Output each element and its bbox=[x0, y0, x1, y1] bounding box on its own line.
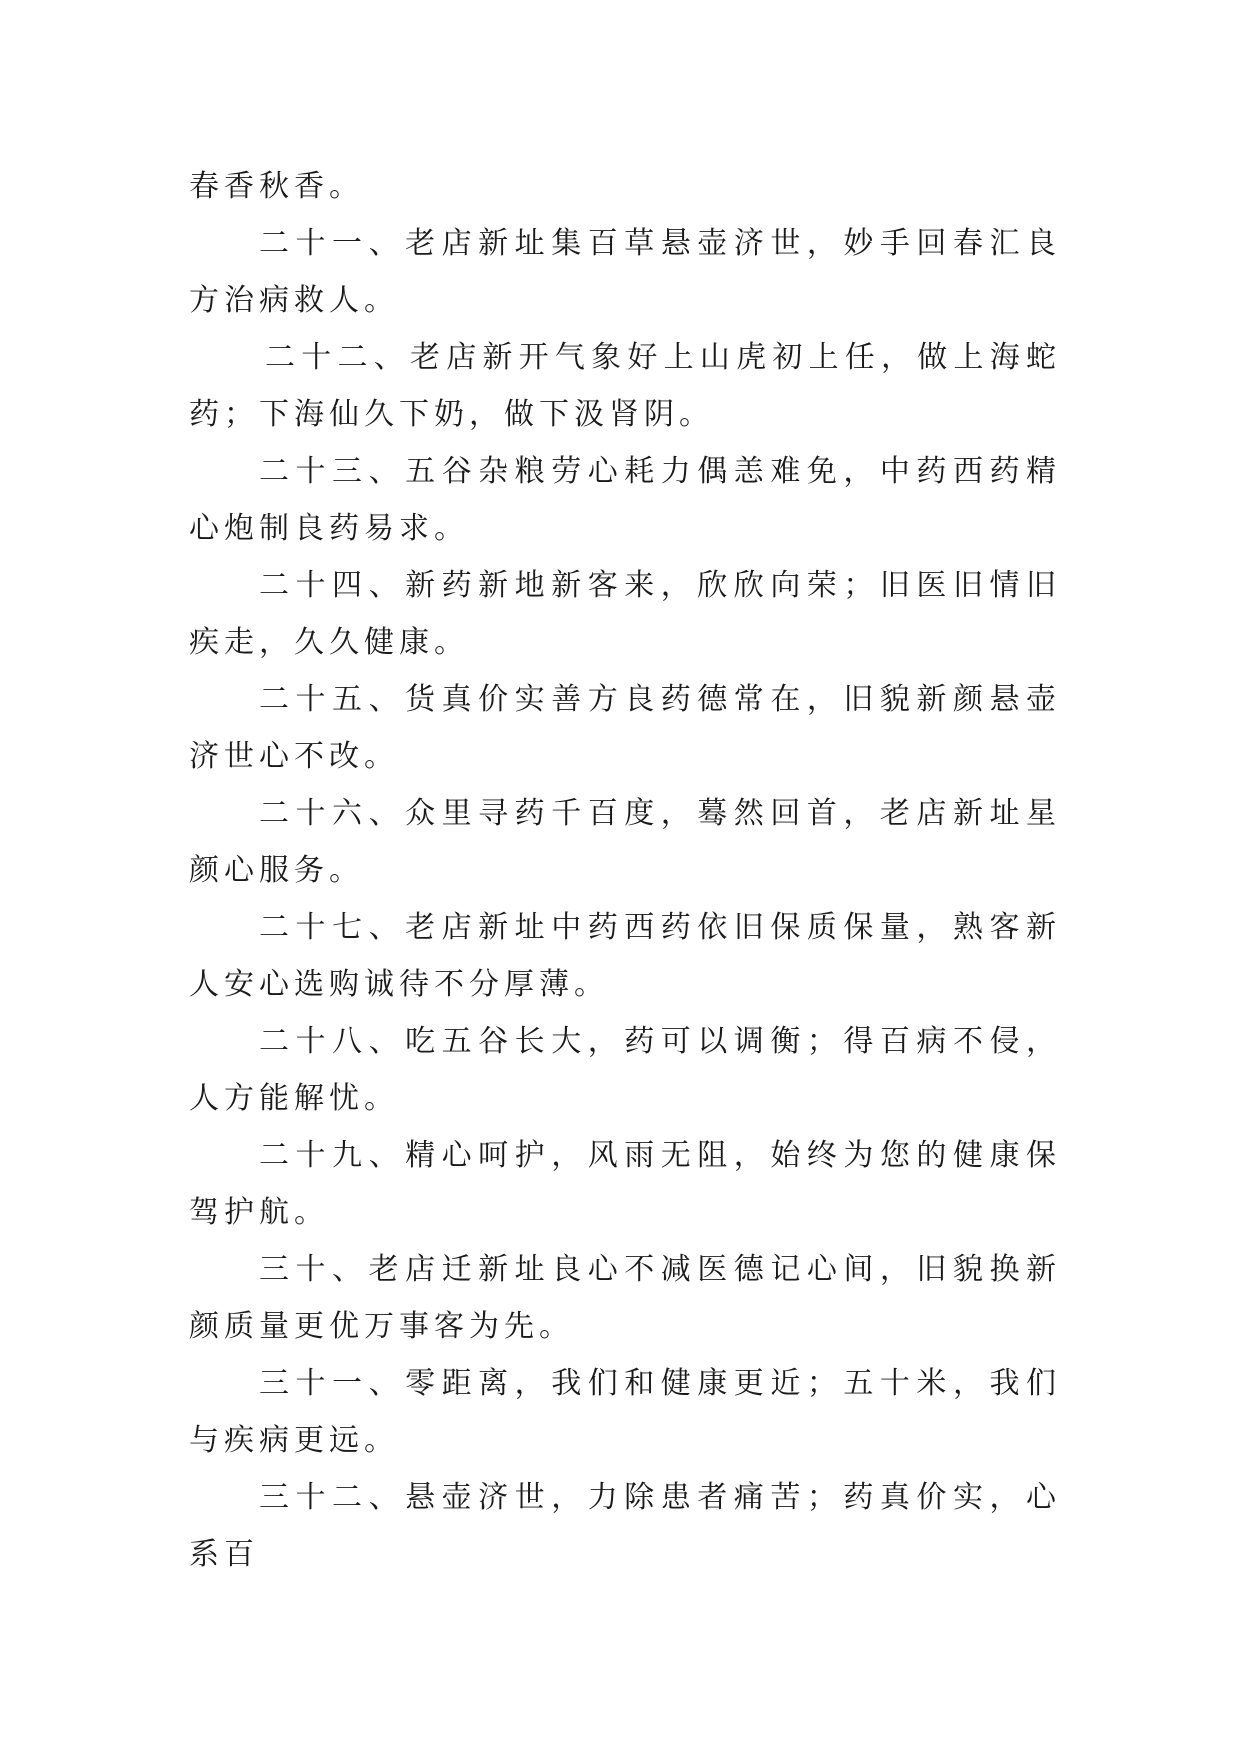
paragraph: 二十八、吃五谷长大，药可以调衡；得百病不侵，人方能解忧。 bbox=[189, 1024, 1061, 1116]
document-body bbox=[189, 158, 1061, 1583]
paragraph: 二十五、货真价实善方良药德常在，旧貌新颜悬壶济世心不改。 bbox=[189, 682, 1061, 774]
paragraph: 春香秋香。 bbox=[189, 169, 364, 204]
paragraph: 二十一、老店新址集百草悬壶济世，妙手回春汇良方治病救人。 bbox=[189, 226, 1061, 318]
paragraph: 三十一、零距离，我们和健康更近；五十米，我们与疾病更远。 bbox=[189, 1366, 1061, 1458]
paragraph: 二十三、五谷杂粮劳心耗力偶恙难免，中药西药精心炮制良药易求。 bbox=[189, 454, 1061, 546]
paragraph: 二十四、新药新地新客来，欣欣向荣；旧医旧情旧疾走，久久健康。 bbox=[189, 568, 1061, 660]
paragraph: 三十二、悬壶济世，力除患者痛苦；药真价实，心系百 bbox=[189, 1480, 1061, 1572]
paragraph: 二十九、精心呵护，风雨无阻，始终为您的健康保驾护航。 bbox=[189, 1138, 1061, 1230]
paragraph: 二十七、老店新址中药西药依旧保质保量，熟客新人安心选购诚待不分厚薄。 bbox=[189, 910, 1061, 1002]
paragraph: 三十、老店迁新址良心不减医德记心间，旧貌换新颜质量更优万事客为先。 bbox=[189, 1252, 1061, 1344]
paragraph: 二十二、老店新开气象好上山虎初上任，做上海蛇药；下海仙久下奶，做下汲肾阴。 bbox=[189, 340, 1061, 432]
paragraph: 二十六、众里寻药千百度，蓦然回首，老店新址星颜心服务。 bbox=[189, 796, 1061, 888]
